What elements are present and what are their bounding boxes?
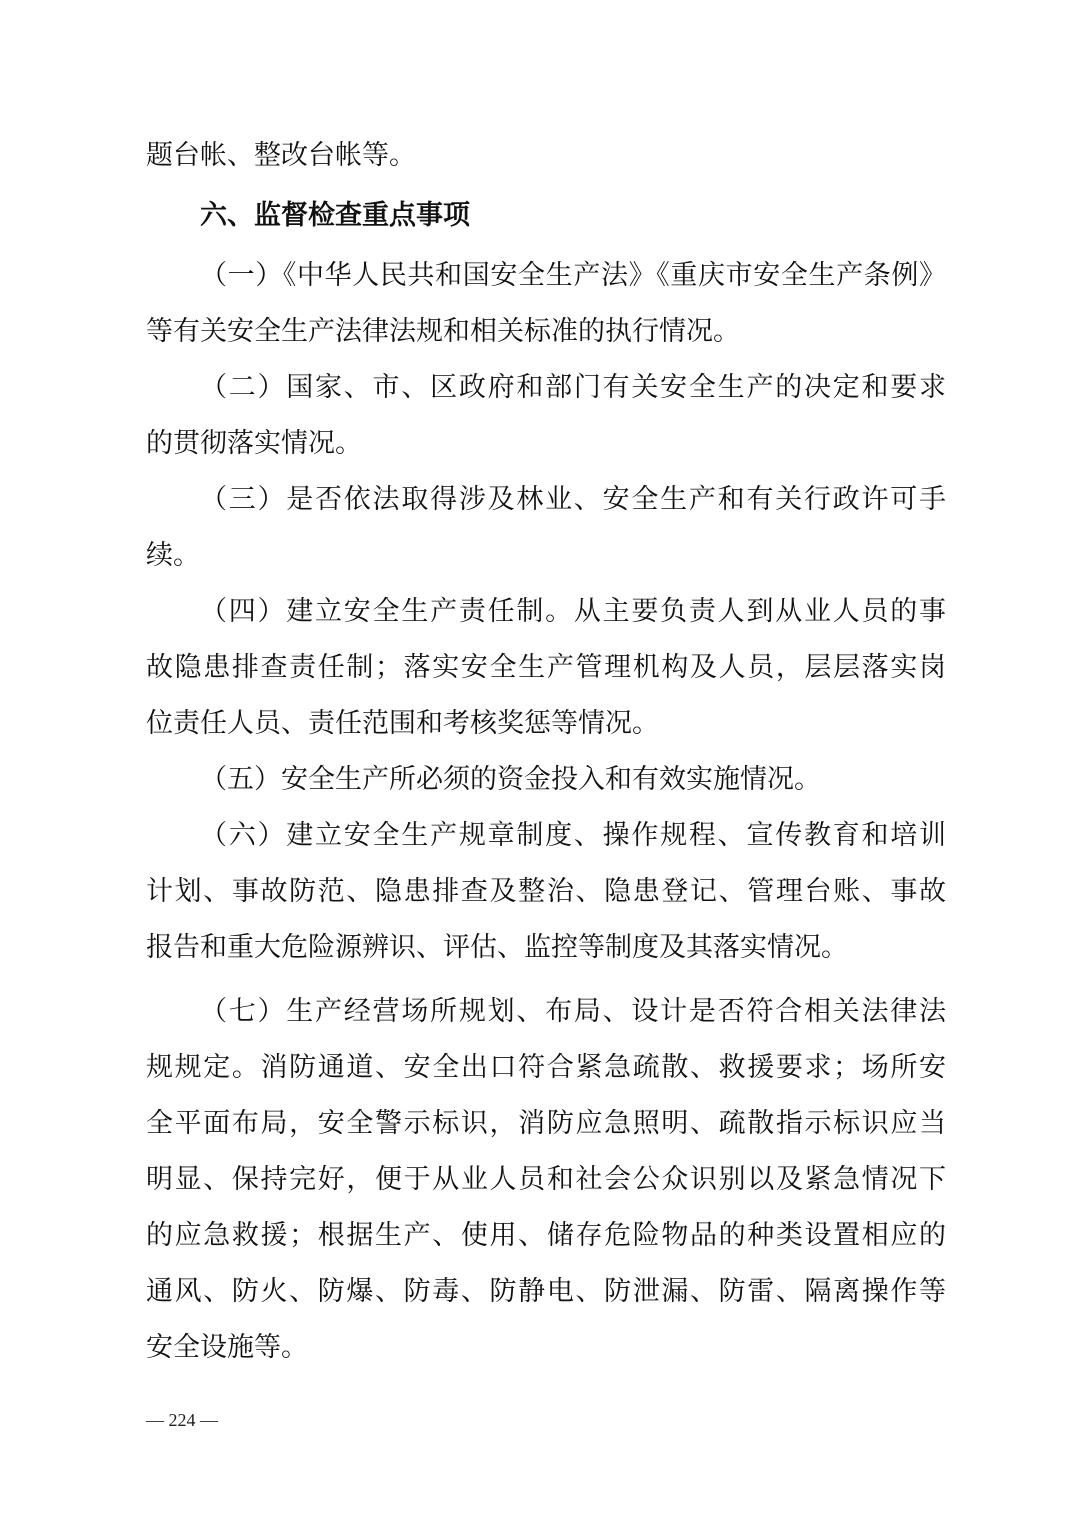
paragraph-line: 明显、保持完好，便于从业人员和社会公众识别以及紧急情况下 — [146, 1164, 946, 1195]
paragraph-line: 全平面布局，安全警示标识，消防应急照明、疏散指示标识应当 — [146, 1108, 946, 1139]
paragraph-line: 题台帐、整改台帐等。 — [146, 140, 416, 171]
paragraph-line: 报告和重大危险源辨识、评估、监控等制度及其落实情况。 — [146, 932, 848, 963]
paragraph-line: 规规定。消防通道、安全出口符合紧急疏散、救援要求；场所安 — [146, 1052, 946, 1083]
paragraph-line: 等有关安全生产法律法规和相关标准的执行情况。 — [146, 316, 740, 347]
page-number: — 224 — — [146, 1410, 218, 1430]
paragraph-line: 安全设施等。 — [146, 1332, 308, 1363]
paragraph-line: 的应急救援；根据生产、使用、储存危险物品的种类设置相应的 — [146, 1220, 946, 1251]
paragraph-line: 故隐患排查责任制；落实安全生产管理机构及人员，层层落实岗 — [146, 652, 946, 683]
paragraph-line: （五）安全生产所必须的资金投入和有效实施情况。 — [200, 764, 821, 795]
paragraph-line: （三）是否依法取得涉及林业、安全生产和有关行政许可手 — [200, 484, 946, 515]
paragraph-line: （二）国家、市、区政府和部门有关安全生产的决定和要求 — [200, 372, 946, 403]
paragraph-line: 的贯彻落实情况。 — [146, 428, 362, 459]
paragraph-line: （四）建立安全生产责任制。从主要负责人到从业人员的事 — [200, 596, 946, 627]
paragraph-line: 通风、防火、防爆、防毒、防静电、防泄漏、防雷、隔离操作等 — [146, 1276, 946, 1307]
paragraph-line: 位责任人员、责任范围和考核奖惩等情况。 — [146, 708, 659, 739]
section-heading: 六、监督检查重点事项 — [200, 200, 470, 231]
paragraph-line: （一）《中华人民共和国安全生产法》《重庆市安全生产条例》 — [200, 260, 946, 291]
paragraph-line: （七）生产经营场所规划、布局、设计是否符合相关法律法 — [200, 996, 946, 1027]
paragraph-line: （六）建立安全生产规章制度、操作规程、宣传教育和培训 — [200, 820, 946, 851]
paragraph-line: 续。 — [146, 540, 200, 571]
paragraph-line: 计划、事故防范、隐患排查及整治、隐患登记、管理台账、事故 — [146, 876, 946, 907]
